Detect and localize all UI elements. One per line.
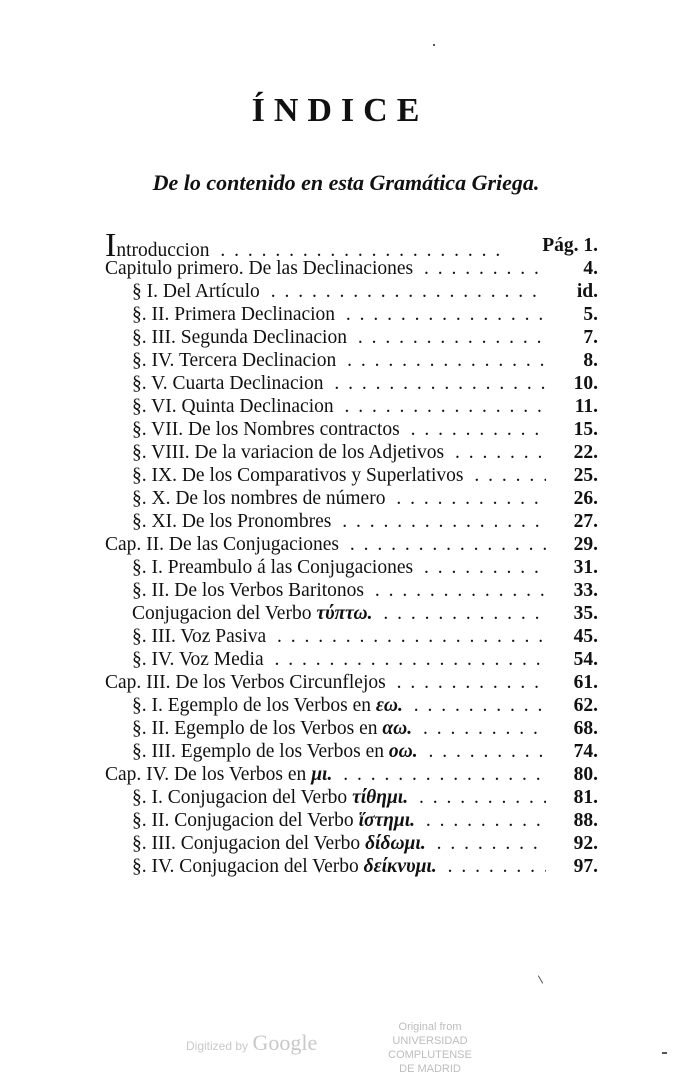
toc-entry: [132, 625, 598, 649]
page-subtitle: De lo contenido en esta Gramática Griega.: [152, 170, 540, 195]
dot-leader: [132, 349, 546, 373]
toc-entry-title: [132, 787, 412, 808]
toc-entry-title: [132, 511, 335, 532]
toc-entry: [105, 257, 598, 281]
greek-verb: τίθημι.: [352, 787, 409, 808]
toc-page-number: id.: [546, 280, 598, 304]
toc-page-number: 15.: [546, 418, 598, 442]
toc-entry: [132, 556, 598, 580]
source-library-watermark: [355, 1020, 505, 1076]
toc-entry-label: §. III. Egemplo de los Verbos en: [132, 741, 389, 762]
dot-leader: [132, 556, 546, 580]
dot-leader: [132, 809, 546, 833]
toc-page-number: 29.: [546, 533, 598, 557]
dot-leader: [132, 303, 546, 327]
dot-leader: [132, 648, 546, 672]
dot-leader: [132, 740, 546, 764]
toc-entry: [132, 809, 598, 833]
toc-entry-label: §. II. Primera Declinacion: [132, 304, 336, 325]
toc-entry: [132, 303, 598, 327]
toc-entry: [132, 717, 598, 741]
dot-leader: [105, 257, 546, 281]
dot-leader: [105, 234, 546, 258]
dot-leader: [132, 441, 546, 465]
dot-leader: [105, 533, 546, 557]
toc-entry: [132, 510, 598, 534]
toc-entry-label: Cap. III. De los Verbos Circunflejos: [105, 672, 386, 693]
toc-entry: [132, 694, 598, 718]
dot-leader: [105, 671, 546, 695]
toc-page-number: 92.: [546, 832, 598, 856]
toc-entry-label: §. IV. Voz Media: [132, 649, 264, 670]
dot-leader: [132, 602, 546, 626]
greek-verb: δίδωμι.: [365, 833, 426, 854]
dot-leader: [132, 579, 546, 603]
greek-verb: εω.: [375, 695, 403, 716]
toc-entry-title: [132, 373, 328, 394]
toc-page-number: 61.: [546, 671, 598, 695]
toc-entry: [105, 234, 598, 258]
toc-entry-title: [132, 856, 441, 877]
toc-entry-label: Cap. II. De las Conjugaciones: [105, 534, 339, 555]
dot-leader: [132, 418, 546, 442]
dot-leader: [132, 694, 546, 718]
toc-entry-title: [105, 234, 213, 258]
toc-page-number: 81.: [546, 786, 598, 810]
toc-entry-title: [132, 810, 419, 831]
dot-leader: [132, 372, 546, 396]
toc-entry-title: [105, 764, 336, 785]
page-title: ÍNDICE: [251, 92, 429, 129]
toc-entry-label: §. II. Conjugacion del Verbo: [132, 810, 359, 831]
toc-entry-title: [132, 580, 368, 601]
toc-entry-title: [132, 396, 338, 417]
toc-entry: [132, 786, 598, 810]
toc-page-number: 80.: [546, 763, 598, 787]
toc-entry: [132, 740, 598, 764]
toc-entry-title: [132, 488, 389, 509]
toc-entry-label: §. X. De los nombres de número: [132, 488, 386, 509]
toc-entry-label: §. VI. Quinta Declinacion: [132, 396, 334, 417]
toc-page-number: 88.: [546, 809, 598, 833]
toc-entry: [132, 648, 598, 672]
toc-page-number: 4.: [546, 257, 598, 281]
dot-leader: [132, 326, 546, 350]
toc-page-number: 97.: [546, 855, 598, 879]
toc-page-number: 74.: [546, 740, 598, 764]
toc-page-number: 62.: [546, 694, 598, 718]
greek-verb: τύπτω.: [316, 603, 373, 624]
toc-entry-label: §. III. Conjugacion del Verbo: [132, 833, 366, 854]
toc-entry-label: Capitulo primero. De las Declinaciones: [105, 258, 414, 279]
toc-page-number: 11.: [546, 395, 598, 419]
source-line-2: UNIVERSIDAD COMPLUTENSE: [388, 1035, 472, 1061]
toc-entry-label: §. I. Egemplo de los Verbos en: [132, 695, 376, 716]
dot-leader: [132, 510, 546, 534]
toc-entry-label: §. XI. De los Pronombres: [132, 511, 332, 532]
toc-page-number: 31.: [546, 556, 598, 580]
toc-entry: [132, 326, 598, 350]
toc-page-number: 7.: [546, 326, 598, 350]
ink-speck: [433, 44, 435, 46]
toc-page-number: 8.: [546, 349, 598, 373]
ink-speck: [662, 1052, 667, 1054]
toc-page-number: 54.: [546, 648, 598, 672]
greek-verb: οω.: [388, 741, 418, 762]
digitized-by-google-watermark: [186, 1030, 317, 1056]
toc-entry-label: §. III. Segunda Declinacion: [132, 327, 347, 348]
toc-page-number: 68.: [546, 717, 598, 741]
dot-leader: [132, 395, 546, 419]
toc-page-number: 25.: [546, 464, 598, 488]
toc-entry: [132, 855, 598, 879]
toc-page-number: 27.: [546, 510, 598, 534]
toc-entry: [132, 602, 598, 626]
toc-page-number: Pág. 1.: [508, 234, 598, 258]
toc-entry-title: [132, 718, 416, 739]
dot-leader: [132, 464, 546, 488]
ink-mark: [538, 975, 543, 983]
toc-entry: [132, 280, 598, 304]
toc-entry-title: [132, 741, 422, 762]
toc-entry-label: Cap. IV. De los Verbos en: [105, 764, 312, 785]
greek-verb: ἵστημι.: [358, 810, 415, 831]
toc-entry-title: [132, 327, 351, 348]
dot-leader: [132, 855, 546, 879]
toc-entry-label: §. IX. De los Comparativos y Superlativos: [132, 465, 464, 486]
toc-entry: [132, 372, 598, 396]
toc-entry-title: [132, 695, 407, 716]
toc-entry: [132, 349, 598, 373]
source-line-3: DE MADRID: [399, 1063, 461, 1075]
toc-entry: [132, 441, 598, 465]
greek-verb: αω.: [382, 718, 413, 739]
dot-leader: [132, 786, 546, 810]
toc-entry: [105, 533, 598, 557]
toc-entry-label: §. I. Preambulo á las Conjugaciones: [132, 557, 414, 578]
toc-entry-title: [132, 304, 339, 325]
toc-entry-title: [132, 649, 268, 670]
toc-entry-title: [132, 350, 340, 371]
toc-entry-label: §. VIII. De la variacion de los Adjetivos: [132, 442, 445, 463]
digitized-by-label: Digitized by: [186, 1039, 249, 1053]
toc-entry-title: [105, 258, 417, 279]
toc-entry: [132, 832, 598, 856]
toc-entry: [105, 763, 598, 787]
toc-page-number: 5.: [546, 303, 598, 327]
dot-leader: [132, 280, 546, 304]
greek-verb: μι.: [311, 764, 333, 785]
google-logo-text: Google: [252, 1030, 318, 1055]
toc-entry-title: [132, 603, 377, 624]
toc-entry-label: ntroduccion: [116, 240, 210, 258]
toc-entry-title: [105, 672, 390, 693]
dot-leader: [132, 832, 546, 856]
toc-entry-label: §. II. Egemplo de los Verbos en: [132, 718, 383, 739]
toc-page-number: 26.: [546, 487, 598, 511]
toc-entry: [132, 395, 598, 419]
toc-entry-label: Conjugacion del Verbo: [132, 603, 317, 624]
dot-leader: [132, 717, 546, 741]
toc-entry-title: [132, 557, 417, 578]
toc-entry-title: [105, 534, 343, 555]
toc-entry-title: [132, 626, 270, 647]
toc-entry-label: §. IV. Conjugacion del Verbo: [132, 856, 364, 877]
dot-leader: [105, 763, 546, 787]
toc-entry-label: §. I. Conjugacion del Verbo: [132, 787, 353, 808]
toc-entry: [132, 579, 598, 603]
toc-entry-label: §. III. Voz Pasiva: [132, 626, 267, 647]
toc-page-number: 45.: [546, 625, 598, 649]
toc-entry-title: [132, 442, 448, 463]
toc-entry-label: §. VII. De los Nombres contractos: [132, 419, 400, 440]
toc-entry-title: [132, 419, 404, 440]
toc-entry-title: [132, 833, 430, 854]
toc-entry: [132, 487, 598, 511]
dot-leader: [132, 625, 546, 649]
toc-entry-label: §. V. Cuarta Declinacion: [132, 373, 324, 394]
toc-page-number: 33.: [546, 579, 598, 603]
toc-page-number: 35.: [546, 602, 598, 626]
dot-leader: [132, 487, 546, 511]
toc-page-number: 22.: [546, 441, 598, 465]
drop-cap-letter: I: [105, 234, 117, 258]
toc-entry-label: § I. Del Artículo: [132, 281, 260, 302]
toc-entry-title: [132, 465, 467, 486]
source-line-1: Original from: [398, 1021, 462, 1033]
greek-verb: δείκνυμι.: [363, 856, 437, 877]
toc-page-number: 10.: [546, 372, 598, 396]
toc-entry: [132, 464, 598, 488]
toc-entry: [105, 671, 598, 695]
toc-entry: [132, 418, 598, 442]
toc-entry-label: §. IV. Tercera Declinacion: [132, 350, 337, 371]
toc-entry-label: §. II. De los Verbos Baritonos: [132, 580, 364, 601]
toc-entry-title: [132, 281, 264, 302]
